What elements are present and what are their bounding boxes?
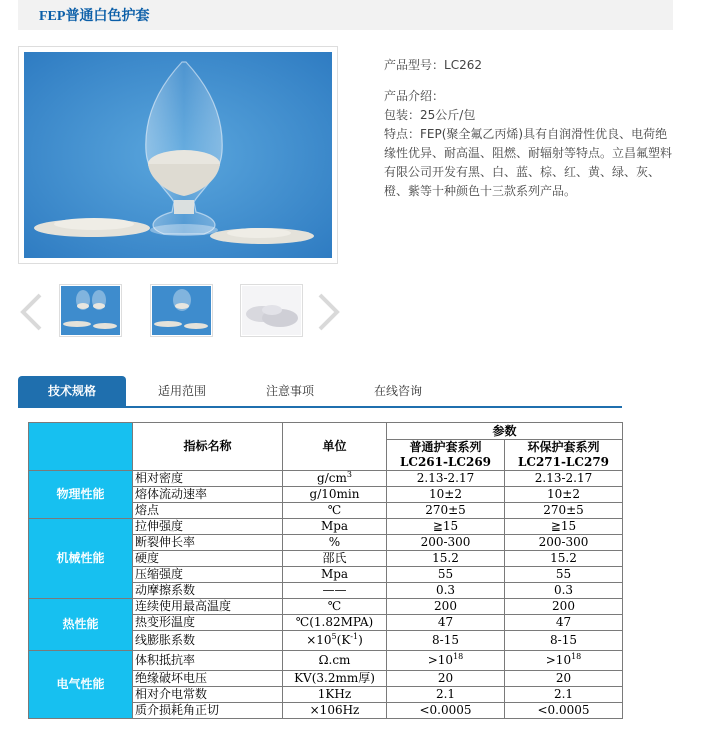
row-name: 体积抵抗率 (133, 651, 283, 671)
row-name: 绝缘破坏电压 (133, 671, 283, 687)
row-unit: $g/cm^3$ (283, 471, 387, 487)
tab-notes[interactable]: 注意事项 (265, 384, 314, 398)
tab-applications[interactable]: 适用范围 (157, 384, 206, 398)
row-value-1: 15.2 (387, 551, 505, 567)
row-unit: ℃ (283, 599, 387, 615)
row-name: 动摩擦系数 (133, 583, 283, 599)
row-value-1: 2.13-2.17 (387, 471, 505, 487)
thumbnail-image (242, 286, 301, 335)
product-photo (24, 52, 332, 258)
row-value-1: $>10^{18}$ (387, 651, 505, 671)
features-text: 特点：FEP(聚全氟乙丙烯)具有自润滑性优良、电荷绝缘性优异、耐高温、阻燃、耐辐射等特点。立昌氟塑料有限公司开发有黑、白、蓝、棕、红、黄、绿、灰、橙、紫等十种颜色十三款系列产品。 (384, 127, 673, 198)
row-unit: ℃ (283, 503, 387, 519)
packaging-text: 包装：25公斤/包 (384, 108, 476, 122)
chevron-right-icon[interactable] (316, 292, 342, 332)
spec-table (28, 422, 623, 719)
header-params: 参数 (387, 423, 623, 440)
table-row (29, 651, 623, 671)
row-value-2: 200-300 (505, 535, 623, 551)
row-unit: 邵氏 (283, 551, 387, 567)
table-row (29, 519, 623, 535)
row-value-1: 10±2 (387, 487, 505, 503)
row-unit: KV(3.2mm厚) (283, 671, 387, 687)
row-value-1: 270±5 (387, 503, 505, 519)
thumbnail-2[interactable] (150, 284, 213, 337)
header-unit: 单位 (283, 423, 387, 471)
row-value-1: ≧15 (387, 519, 505, 535)
row-value-1: 47 (387, 615, 505, 631)
row-name: 拉伸强度 (133, 519, 283, 535)
category-mechanical: 机械性能 (29, 519, 133, 599)
row-name: 相对介电常数 (133, 687, 283, 703)
spec-table-body (29, 471, 623, 719)
row-name: 断裂伸长率 (133, 535, 283, 551)
row-value-1: 20 (387, 671, 505, 687)
row-value-1: 200 (387, 599, 505, 615)
row-value-2: 2.13-2.17 (505, 471, 623, 487)
row-unit: Mpa (283, 567, 387, 583)
thumbnail-image (61, 286, 120, 335)
category-electrical: 电气性能 (29, 651, 133, 719)
row-unit: Ω.cm (283, 651, 387, 671)
page-title: FEP普通白色护套 (39, 9, 150, 24)
row-value-2: 2.1 (505, 687, 623, 703)
row-unit: 1KHz (283, 687, 387, 703)
table-row (29, 471, 623, 487)
chevron-left-icon[interactable] (18, 292, 44, 332)
product-info (384, 56, 674, 201)
model-label: 产品型号： (384, 58, 445, 72)
header-corner (29, 423, 133, 471)
thumbnail-image (152, 286, 211, 335)
row-name: 线膨胀系数 (133, 631, 283, 651)
row-value-1: 2.1 (387, 687, 505, 703)
row-value-2: $>10^{18}$ (505, 651, 623, 671)
row-value-2: 20 (505, 671, 623, 687)
header-series-2 (505, 440, 623, 471)
flask-illustration (24, 52, 332, 258)
tab-consult[interactable]: 在线咨询 (373, 384, 422, 398)
row-unit: % (283, 535, 387, 551)
tab-bar (18, 376, 622, 408)
row-name: 硬度 (133, 551, 283, 567)
thumbnail-carousel (18, 284, 342, 340)
intro-label: 产品介绍： (384, 89, 445, 103)
series-1-name: 普通护套系列 (409, 440, 482, 454)
model-value: LC262 (444, 58, 482, 72)
category-physical: 物理性能 (29, 471, 133, 519)
row-name: 熔点 (133, 503, 283, 519)
thumbnail-3[interactable] (240, 284, 303, 337)
row-unit: ℃(1.82MPA) (283, 615, 387, 631)
row-unit: $\times 10^5(K^{-1})$ (283, 631, 387, 651)
table-row (29, 599, 623, 615)
row-value-2: 0.3 (505, 583, 623, 599)
row-unit: —— (283, 583, 387, 599)
thumbnail-1[interactable] (59, 284, 122, 337)
header-name: 指标名称 (133, 423, 283, 471)
row-value-1: 200-300 (387, 535, 505, 551)
series-1-code: LC261-LC269 (399, 455, 492, 469)
row-value-2: 200 (505, 599, 623, 615)
header-series-1 (387, 440, 505, 471)
tab-specs[interactable]: 技术规格 (18, 376, 126, 406)
series-2-name: 环保护套系列 (527, 440, 600, 454)
series-2-code: LC271-LC279 (517, 455, 610, 469)
row-name: 压缩强度 (133, 567, 283, 583)
title-bar (18, 0, 673, 30)
row-value-2: 10±2 (505, 487, 623, 503)
row-value-2: 15.2 (505, 551, 623, 567)
category-thermal: 热性能 (29, 599, 133, 651)
row-value-2: <0.0005 (505, 703, 623, 719)
row-value-2: ≧15 (505, 519, 623, 535)
main-product-image[interactable] (18, 46, 338, 264)
row-name: 质介损耗角正切 (133, 703, 283, 719)
row-value-1: 8-15 (387, 631, 505, 651)
row-name: 连续使用最高温度 (133, 599, 283, 615)
row-name: 热变形温度 (133, 615, 283, 631)
row-unit: Mpa (283, 519, 387, 535)
row-unit: ×106Hz (283, 703, 387, 719)
row-unit: g/10min (283, 487, 387, 503)
row-value-1: <0.0005 (387, 703, 505, 719)
row-value-2: 47 (505, 615, 623, 631)
row-name: 相对密度 (133, 471, 283, 487)
row-value-1: 0.3 (387, 583, 505, 599)
row-value-1: 55 (387, 567, 505, 583)
row-name: 熔体流动速率 (133, 487, 283, 503)
row-value-2: 270±5 (505, 503, 623, 519)
row-value-2: 55 (505, 567, 623, 583)
model-line (384, 56, 674, 75)
row-value-2: 8-15 (505, 631, 623, 651)
